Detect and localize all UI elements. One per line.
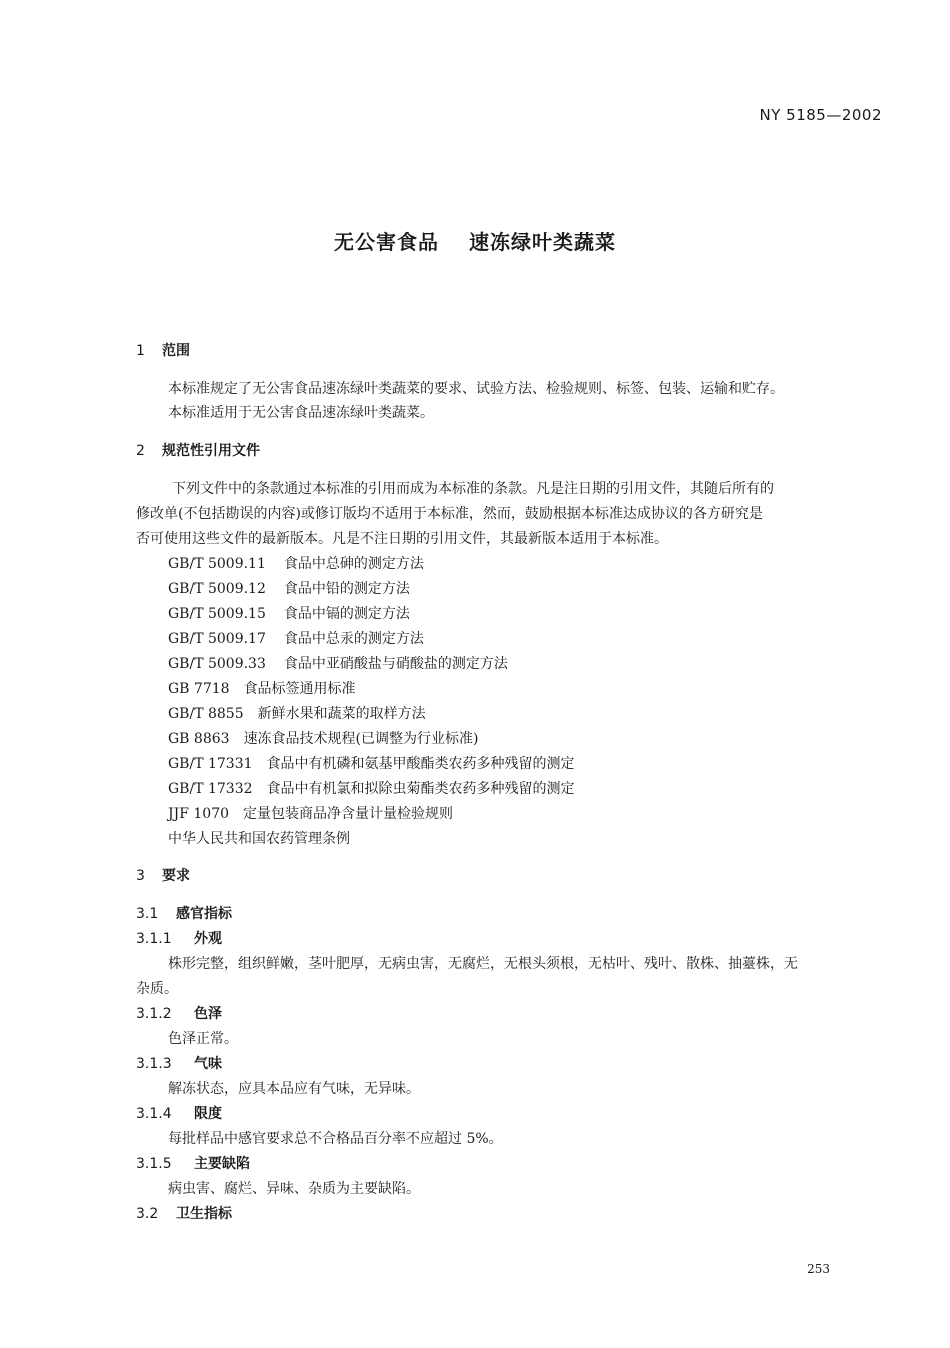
- section-number: 3.1.1: [136, 931, 172, 947]
- reference-item: [168, 803, 453, 823]
- section-title: 规范性引用文件: [162, 443, 260, 459]
- reference-item: [168, 628, 424, 648]
- document-title: [0, 226, 950, 255]
- major-defects-text: 病虫害、腐烂、异味、杂质为主要缺陷。: [168, 1181, 420, 1197]
- reference-item: [168, 553, 424, 573]
- title-part-1: 无公害食品: [334, 230, 439, 254]
- reference-code: GB/T 5009.17: [168, 631, 266, 647]
- section-title: 范围: [162, 343, 190, 359]
- reference-title: 食品中镉的测定方法: [283, 606, 410, 622]
- section-2-heading: [136, 440, 260, 460]
- section-number: 3: [136, 868, 145, 884]
- limit-text: 每批样品中感官要求总不合格品百分率不应超过 5%。: [168, 1131, 503, 1147]
- reference-title: 食品中亚硝酸盐与硝酸盐的测定方法: [283, 656, 508, 672]
- reference-item: [168, 778, 575, 798]
- reference-code: JJF 1070: [168, 806, 230, 822]
- subsection-3-1-2-heading: [136, 1003, 222, 1023]
- section-number: 1: [136, 343, 145, 359]
- section-2-para-line-1: 下列文件中的条款通过本标准的引用而成为本标准的条款。凡是注日期的引用文件，其随后所有的: [172, 481, 774, 497]
- reference-title: 食品中有机氯和拟除虫菊酯类农药多种残留的测定: [266, 781, 575, 797]
- reference-title: 食品中总砷的测定方法: [283, 556, 424, 572]
- section-title: 色泽: [194, 1006, 222, 1022]
- section-title: 感官指标: [176, 906, 232, 922]
- section-1-para-1: 本标准规定了无公害食品速冻绿叶类蔬菜的要求、试验方法、检验规则、标签、包装、运输和贮存。: [168, 381, 784, 397]
- reference-code: GB/T 17331: [168, 756, 253, 772]
- reference-code: GB/T 8855: [168, 706, 244, 722]
- section-title: 限度: [194, 1106, 222, 1122]
- reference-title: 速冻食品技术规程(已调整为行业标准): [243, 731, 479, 747]
- reference-title: 定量包装商品净含量计量检验规则: [243, 806, 454, 822]
- subsection-3-1-heading: [136, 903, 232, 923]
- section-2-para-line-2: 修改单(不包括勘误的内容)或修订版均不适用于本标准，然而，鼓励根据本标准达成协议的各方研究是: [136, 506, 763, 522]
- section-number: 2: [136, 443, 145, 459]
- appearance-text-line-1: 株形完整，组织鲜嫩，茎叶肥厚，无病虫害，无腐烂，无根头须根，无枯叶、残叶、散株、抽薹株，无: [168, 956, 798, 972]
- reference-title: 新鲜水果和蔬菜的取样方法: [257, 706, 426, 722]
- title-part-2: 速冻绿叶类蔬菜: [469, 230, 616, 254]
- page-number: 253: [807, 1262, 830, 1276]
- reference-item: [168, 703, 426, 723]
- section-number: 3.1.3: [136, 1056, 172, 1072]
- reference-item: [168, 653, 508, 673]
- reference-code: GB 8863: [168, 731, 230, 747]
- reference-title: 食品中有机磷和氨基甲酸酯类农药多种残留的测定: [266, 756, 575, 772]
- section-2-para-line-3: 否可使用这些文件的最新版本。凡是不注日期的引用文件，其最新版本适用于本标准。: [136, 531, 668, 547]
- section-1-para-2: 本标准适用于无公害食品速冻绿叶类蔬菜。: [168, 405, 434, 421]
- section-title: 卫生指标: [176, 1206, 232, 1222]
- reference-code: GB/T 5009.11: [168, 556, 266, 572]
- odor-text: 解冻状态，应具本品应有气味，无异味。: [168, 1081, 420, 1097]
- section-number: 3.1.4: [136, 1106, 172, 1122]
- section-3-heading: [136, 865, 190, 885]
- reference-item: [168, 578, 410, 598]
- section-1-heading: [136, 340, 190, 360]
- reference-code: GB 7718: [168, 681, 230, 697]
- reference-item: [168, 678, 356, 698]
- section-number: 3.1: [136, 906, 159, 922]
- section-number: 3.2: [136, 1206, 159, 1222]
- section-title: 外观: [194, 931, 222, 947]
- reference-code: GB/T 17332: [168, 781, 253, 797]
- color-text: 色泽正常。: [168, 1031, 238, 1047]
- reference-item: [168, 603, 410, 623]
- appearance-text-line-2: 杂质。: [136, 981, 178, 997]
- section-number: 3.1.5: [136, 1156, 172, 1172]
- reference-item: [168, 753, 575, 773]
- reference-title: 食品标签通用标准: [243, 681, 356, 697]
- standard-code: NY 5185—2002: [759, 106, 882, 124]
- section-title: 要求: [162, 868, 190, 884]
- section-number: 3.1.2: [136, 1006, 172, 1022]
- reference-item: [168, 728, 479, 748]
- reference-item: 中华人民共和国农药管理条例: [168, 831, 350, 847]
- reference-title: 食品中总汞的测定方法: [283, 631, 424, 647]
- section-title: 气味: [194, 1056, 222, 1072]
- subsection-3-1-5-heading: [136, 1153, 250, 1173]
- reference-title: 食品中铅的测定方法: [283, 581, 410, 597]
- reference-code: GB/T 5009.12: [168, 581, 266, 597]
- subsection-3-1-1-heading: [136, 928, 222, 948]
- reference-code: GB/T 5009.33: [168, 656, 266, 672]
- reference-code: GB/T 5009.15: [168, 606, 266, 622]
- subsection-3-2-heading: [136, 1203, 232, 1223]
- section-title: 主要缺陷: [194, 1156, 250, 1172]
- subsection-3-1-4-heading: [136, 1103, 222, 1123]
- subsection-3-1-3-heading: [136, 1053, 222, 1073]
